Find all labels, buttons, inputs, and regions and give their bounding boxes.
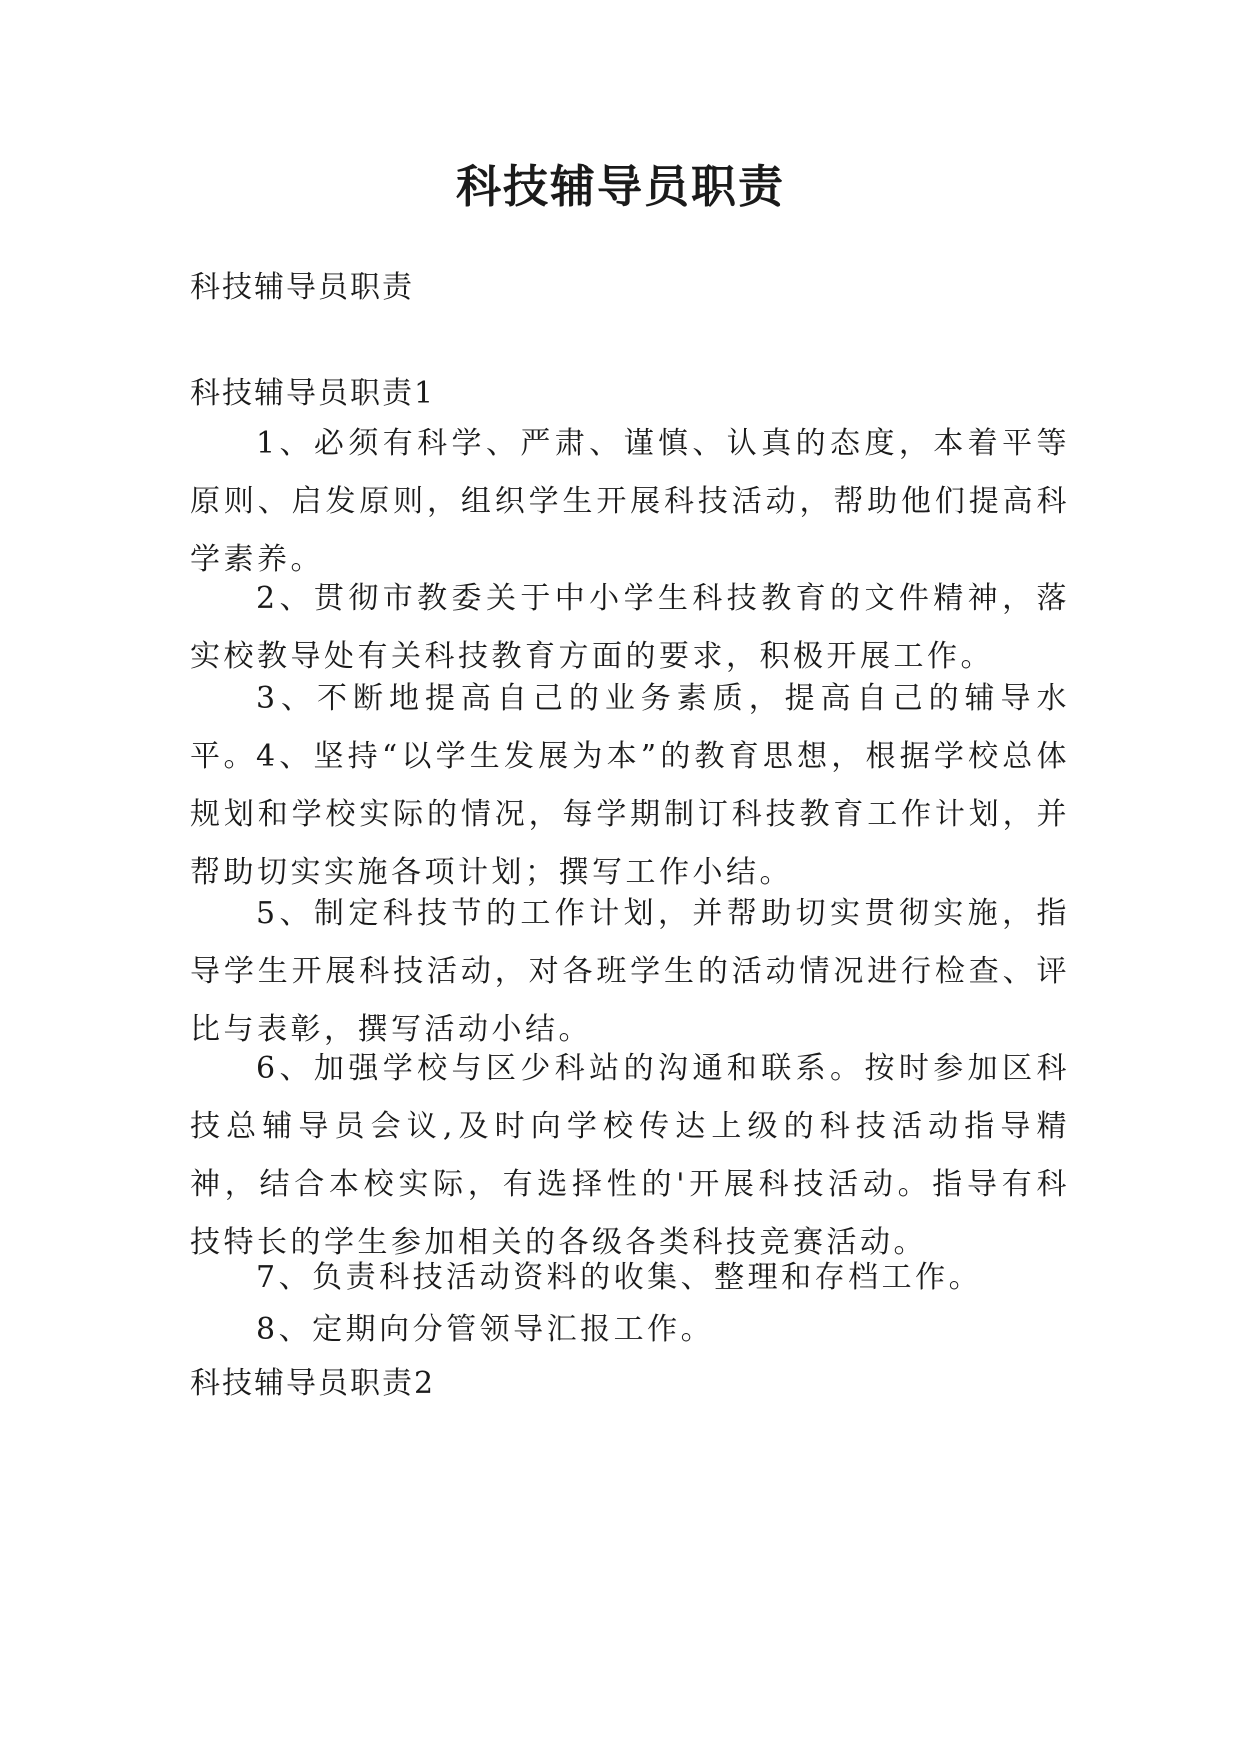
document-subtitle: 科技辅导员职责 xyxy=(190,270,414,305)
duty-item-4: 4、坚持“以学生发展为本”的教育思想，根据学校总体规划和学校实际的情况，每学期制订科技教育工作计划，并帮助切实实施各项计划；撰写工作小结。 xyxy=(190,739,1070,890)
duty-item-2: 2、贯彻市教委关于中小学生科技教育的文件精神，落实校教导处有关科技教育方面的要求，积极开展工作。 xyxy=(190,581,1070,674)
duty-item-6: 6、加强学校与区少科站的沟通和联系。按时参加区科技总辅导员会议,及时向学校传达上级的科技活动指导精神，结合本校实际，有选择性的'开展科技活动。指导有科技特长的学生参加相关的各级各类科技竞赛活动。 xyxy=(190,1051,1070,1260)
duty-item-7: 7、负责科技活动资料的收集、整理和存档工作。 xyxy=(256,1260,983,1295)
duty-item-1: 1、必须有科学、严肃、谨慎、认真的态度，本着平等原则、启发原则，组织学生开展科技活动，帮助他们提高科学素养。 xyxy=(190,426,1070,577)
duty-item-8: 8、定期向分管领导汇报工作。 xyxy=(256,1312,715,1347)
duty-item-3: 3、不断地提高自己的业务素质，提高自己的辅导水平。 xyxy=(190,681,1070,774)
duty-item-5: 5、制定科技节的工作计划，并帮助切实贯彻实施，指导学生开展科技活动，对各班学生的活动情况进行检查、评比与表彰，撰写活动小结。 xyxy=(190,896,1070,1047)
section-1-heading: 科技辅导员职责1 xyxy=(190,376,436,411)
section-2-heading: 科技辅导员职责2 xyxy=(190,1366,436,1401)
document-title: 科技辅导员职责 xyxy=(455,160,785,213)
